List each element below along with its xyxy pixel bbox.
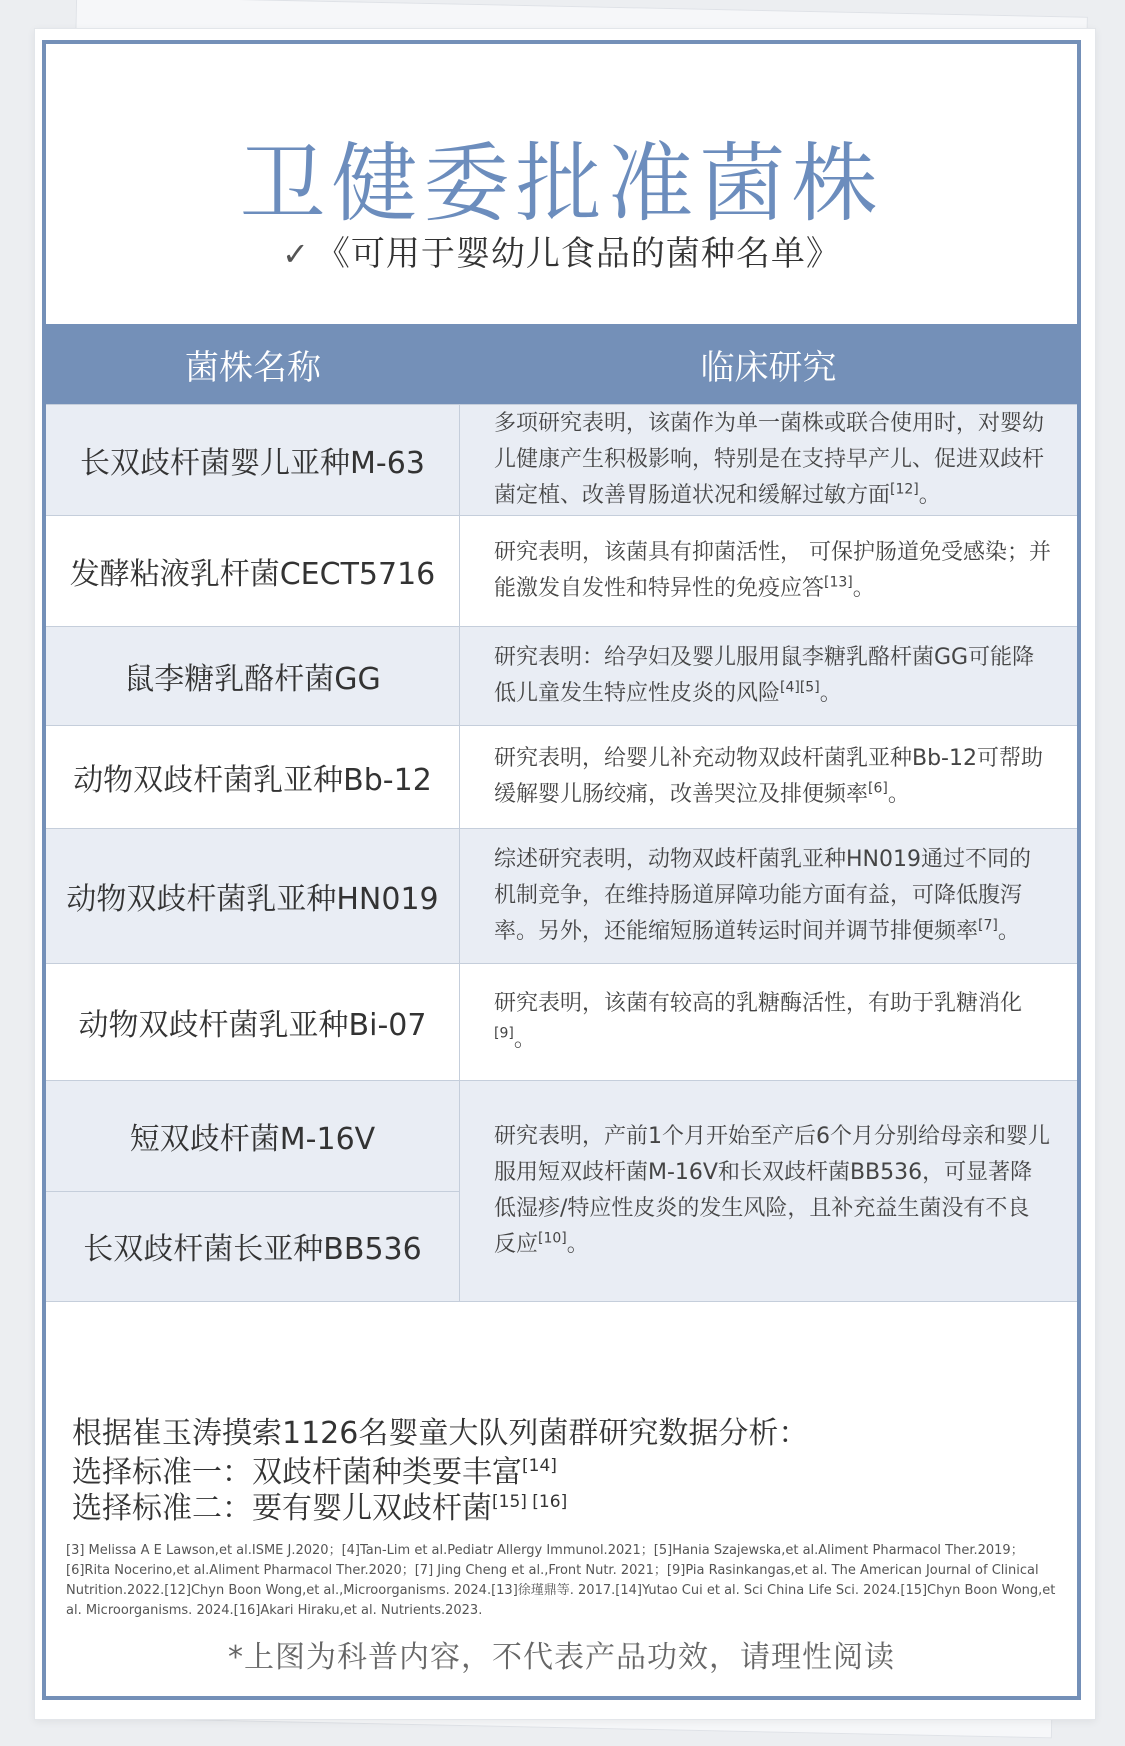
check-mark-icon: ✓ [282, 235, 310, 273]
column-header-study: 临床研究 [700, 347, 837, 388]
table-row [46, 828, 1077, 963]
content-frame [42, 40, 1081, 1700]
study-text: 研究表明，该菌具有抑菌活性， 可保护肠道免受感染；并能激发自发性和特异性的免疫应答[13]。 [494, 540, 1051, 601]
subtitle-text: 《可用于婴幼儿食品的菌种名单》 [315, 234, 841, 274]
strain-name: 动物双歧杆菌乳亚种HN019 [46, 829, 460, 963]
table-row [46, 626, 1077, 725]
strain-name: 鼠李糖乳酪杆菌GG [46, 627, 460, 725]
table-row [46, 725, 1077, 828]
disclaimer-note: *上图为科普内容，不代表产品功效，请理性阅读 [228, 1640, 895, 1675]
page-title: 卫健委批准菌株 [239, 134, 884, 234]
merged-strain-cells [46, 1081, 460, 1301]
criterion-one: 选择标准一：双歧杆菌种类要丰富[14] [72, 1455, 557, 1490]
table-row [46, 404, 1077, 515]
analysis-lead: 根据崔玉涛摸索1126名婴童大队列菌群研究数据分析： [72, 1416, 809, 1451]
study-text: 研究表明，给婴儿补充动物双歧杆菌乳亚种Bb-12可帮助缓解婴儿肠绞痛，改善哭泣及排便频率[6]。 [494, 746, 1043, 807]
study-text: 研究表明，产前1个月开始至产后6个月分别给母亲和婴儿服用短双歧杆菌M-16V和长双歧杆菌BB536，可显著降低湿疹/特应性皮炎的发生风险，且补充益生菌没有不良反应[10]。 [494, 1124, 1050, 1257]
study-text: 研究表明，该菌有较高的乳糖酶活性，有助于乳糖消化[9]。 [494, 991, 1023, 1052]
column-header-strain: 菌株名称 [185, 347, 321, 388]
page-subtitle [46, 226, 1077, 275]
table-row-merged [46, 1080, 1077, 1302]
references: [3] Melissa A E Lawson,et al.ISME J.2020；[4]Tan-Lim et al.Pediatr Allergy Immunol.2021；[5]Hania Szajewska,et al.Aliment Pharmacol Ther.2019；[6]Rita Nocerino,et al.Aliment Pharmacol Ther.2020；[7] Jing Cheng et al.,Front Nutr. 2021；[9]Pia Rasinkangas,et al. The American Journal of Clinical Nutrition.2022.[12]Chyn Boon Wong,et al.,Microorganisms. 2024.[13]徐瑾鼎等. 2017.[14]Yutao Cui et al. Sci China Life Sci. 2024.[15]Chyn Boon Wong,et al. Microorganisms. 2024.[16]Akari Hiraku,et al. Nutrients.2023. [66, 1543, 1056, 1618]
strain-name: 长双歧杆菌长亚种BB536 [46, 1191, 459, 1302]
study-text: 多项研究表明，该菌作为单一菌株或联合使用时，对婴幼儿健康产生积极影响，特别是在支持早产儿、促进双歧杆菌定植、改善胃肠道状况和缓解过敏方面[12]。 [494, 411, 1045, 508]
strain-table [46, 324, 1077, 1302]
strain-name: 发酵粘液乳杆菌CECT5716 [46, 516, 460, 626]
strain-name: 动物双歧杆菌乳亚种Bb-12 [46, 726, 460, 828]
strain-name: 短双歧杆菌M-16V [129, 1121, 376, 1157]
table-row [46, 515, 1077, 626]
strain-name: 长双歧杆菌婴儿亚种M-63 [46, 405, 460, 515]
analysis-section [72, 1413, 1032, 1527]
strain-name: 动物双歧杆菌乳亚种Bi-07 [46, 964, 460, 1080]
study-text: 综述研究表明，动物双歧杆菌乳亚种HN019通过不同的机制竞争，在维持肠道屏障功能方面有益，可降低腹泻率。另外，还能缩短肠道转运时间并调节排便频率[7]。 [494, 847, 1031, 944]
criterion-two: 选择标准二：要有婴儿双歧杆菌[15] [16] [72, 1491, 568, 1526]
table-row [46, 963, 1077, 1080]
table-header [46, 324, 1077, 404]
study-text: 研究表明：给孕妇及婴儿服用鼠李糖乳酪杆菌GG可能降低儿童发生特应性皮炎的风险[4][5]。 [494, 645, 1035, 706]
